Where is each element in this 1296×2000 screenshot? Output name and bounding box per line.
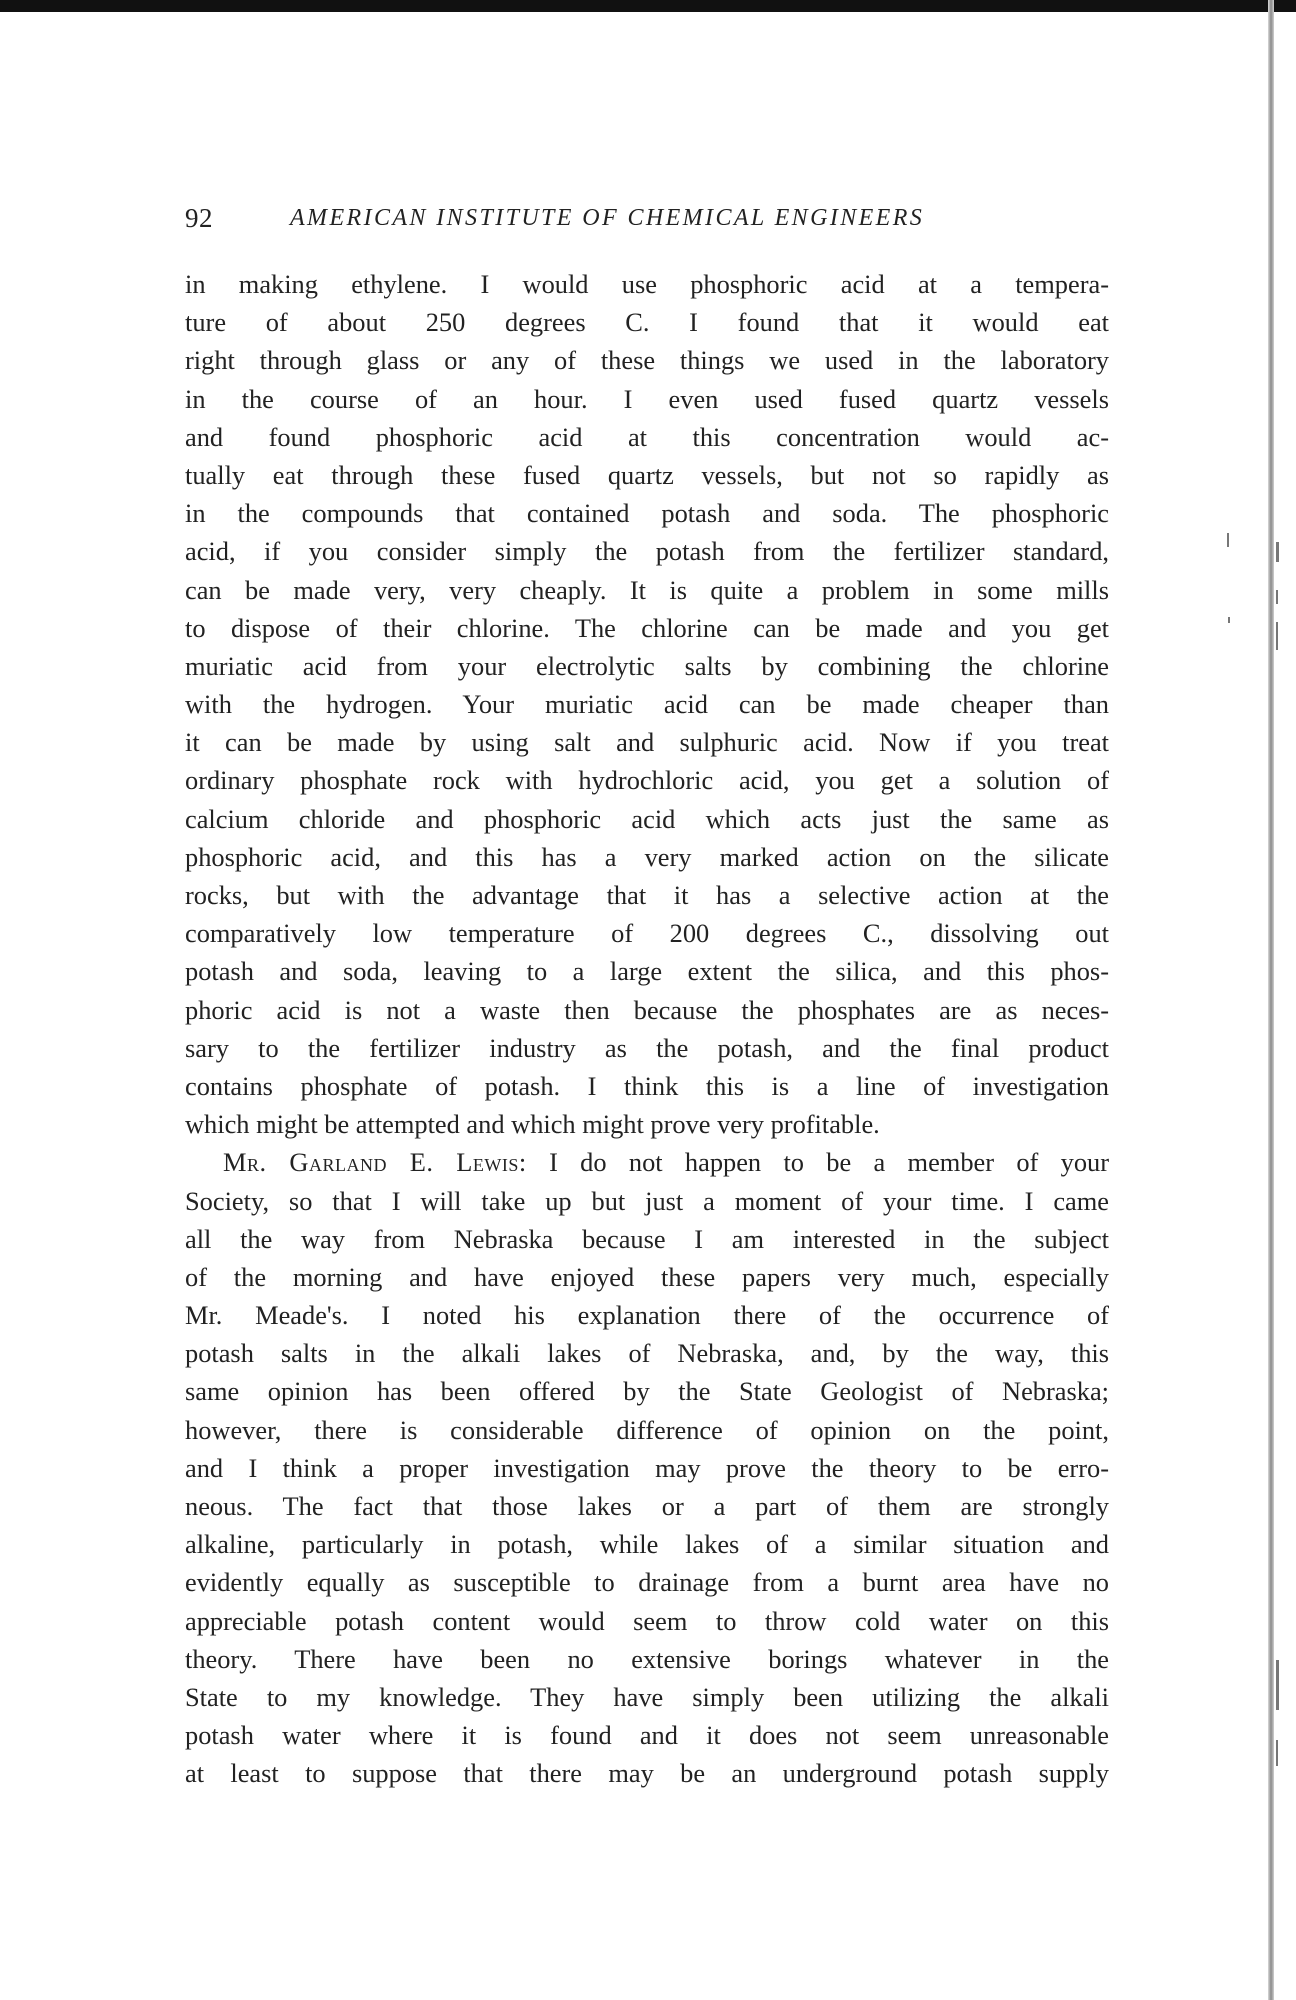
text-line: potash salts in the alkali lakes of Nebraska, and, by the way, this — [185, 1338, 1109, 1369]
margin-mark — [1227, 533, 1229, 547]
text-line: right through glass or any of these things we used in the laboratory — [185, 345, 1109, 376]
text-line: calcium chloride and phosphoric acid which acts just the same as — [185, 803, 1109, 834]
text-line: appreciable potash content would seem to throw cold water on this — [185, 1605, 1109, 1636]
text-line: and I think a proper investigation may prove the theory to be erro- — [185, 1452, 1109, 1483]
text-line: phoric acid is not a waste then because the phosphates are as neces- — [185, 994, 1109, 1025]
text-line: rocks, but with the advantage that it has a selective action at the — [185, 880, 1109, 910]
text-line: tually eat through these fused quartz vessels, but not so rapidly as — [185, 459, 1109, 490]
text-line: acid, if you consider simply the potash from the fertilizer standard, — [185, 536, 1109, 567]
margin-mark — [1276, 542, 1279, 562]
text-line: State to my knowledge. They have simply been utilizing the alkali — [185, 1681, 1109, 1712]
text-line: at least to suppose that there may be an underground potash supply — [185, 1758, 1109, 1789]
text-line: which might be attempted and which might prove very profitable. — [185, 1109, 880, 1140]
text-line: phosphoric acid, and this has a very marked action on the silicate — [185, 841, 1109, 872]
text-line: muriatic acid from your electrolytic salts by combining the chlorine — [185, 650, 1109, 681]
margin-mark — [1276, 622, 1278, 650]
text-line: all the way from Nebraska because I am interested in the subject — [185, 1223, 1109, 1254]
page-number: 92 — [185, 203, 213, 233]
text-line: to dispose of their chlorine. The chlorine can be made and you get — [185, 612, 1109, 643]
margin-mark — [1276, 590, 1278, 604]
text-line: potash water where it is found and it does not seem unreasonable — [185, 1720, 1109, 1751]
text-line: sary to the fertilizer industry as the potash, and the final product — [185, 1032, 1109, 1063]
body-text — [185, 265, 1109, 1793]
text-line: potash and soda, leaving to a large extent the silica, and this phos- — [185, 956, 1109, 987]
speaker-name: Mr. Garland E. Lewis: — [223, 1147, 527, 1178]
text-line: theory. There have been no extensive borings whatever in the — [185, 1643, 1109, 1674]
margin-mark — [1228, 617, 1230, 623]
text-line: in making ethylene. I would use phosphoric acid at a tempera- — [185, 269, 1109, 299]
paragraph-discussion-continued — [185, 265, 1109, 1143]
text-line: of the morning and have enjoyed these papers very much, especially — [185, 1261, 1109, 1292]
margin-mark — [1276, 1740, 1278, 1766]
text-line: ordinary phosphate rock with hydrochloric acid, you get a solution of — [185, 765, 1109, 796]
text-line: can be made very, very cheaply. It is quite a problem in some mills — [185, 574, 1109, 605]
margin-mark — [1276, 1660, 1279, 1710]
scan-top-border — [0, 0, 1296, 12]
text-line: same opinion has been offered by the State Geologist of Nebraska; — [185, 1376, 1109, 1407]
paragraph-lewis-remarks — [185, 1143, 1109, 1792]
scan-page-edge — [1268, 0, 1274, 2000]
text-line: with the hydrogen. Your muriatic acid can be made cheaper than — [185, 689, 1109, 720]
text-line: Mr. Meade's. I noted his explanation there of the occurrence of — [185, 1300, 1109, 1331]
running-title: AMERICAN INSTITUTE OF CHEMICAL ENGINEERS — [290, 205, 925, 231]
text-line: Society, so that I will take up but just a moment of your time. I came — [185, 1185, 1109, 1216]
text-line-first — [185, 1143, 1109, 1181]
text-line: contains phosphate of potash. I think this is a line of investigation — [185, 1070, 1109, 1101]
text-line: however, there is considerable difference of opinion on the point, — [185, 1414, 1109, 1445]
text-line: and found phosphoric acid at this concentration would ac- — [185, 421, 1109, 452]
text-run: I do not happen to be a member of your — [526, 1147, 1109, 1178]
text-line: in the compounds that contained potash and soda. The phosphoric — [185, 498, 1109, 529]
text-line: evidently equally as susceptible to drainage from a burnt area have no — [185, 1567, 1109, 1598]
text-line: comparatively low temperature of 200 degrees C., dissolving out — [185, 918, 1109, 949]
text-line: in the course of an hour. I even used fused quartz vessels — [185, 383, 1109, 414]
text-line: neous. The fact that those lakes or a part of them are strongly — [185, 1491, 1109, 1521]
text-line: ture of about 250 degrees C. I found that it would eat — [185, 307, 1109, 338]
text-line: it can be made by using salt and sulphuric acid. Now if you treat — [185, 727, 1109, 758]
running-head — [185, 203, 1109, 243]
text-line: alkaline, particularly in potash, while lakes of a similar situation and — [185, 1529, 1109, 1560]
